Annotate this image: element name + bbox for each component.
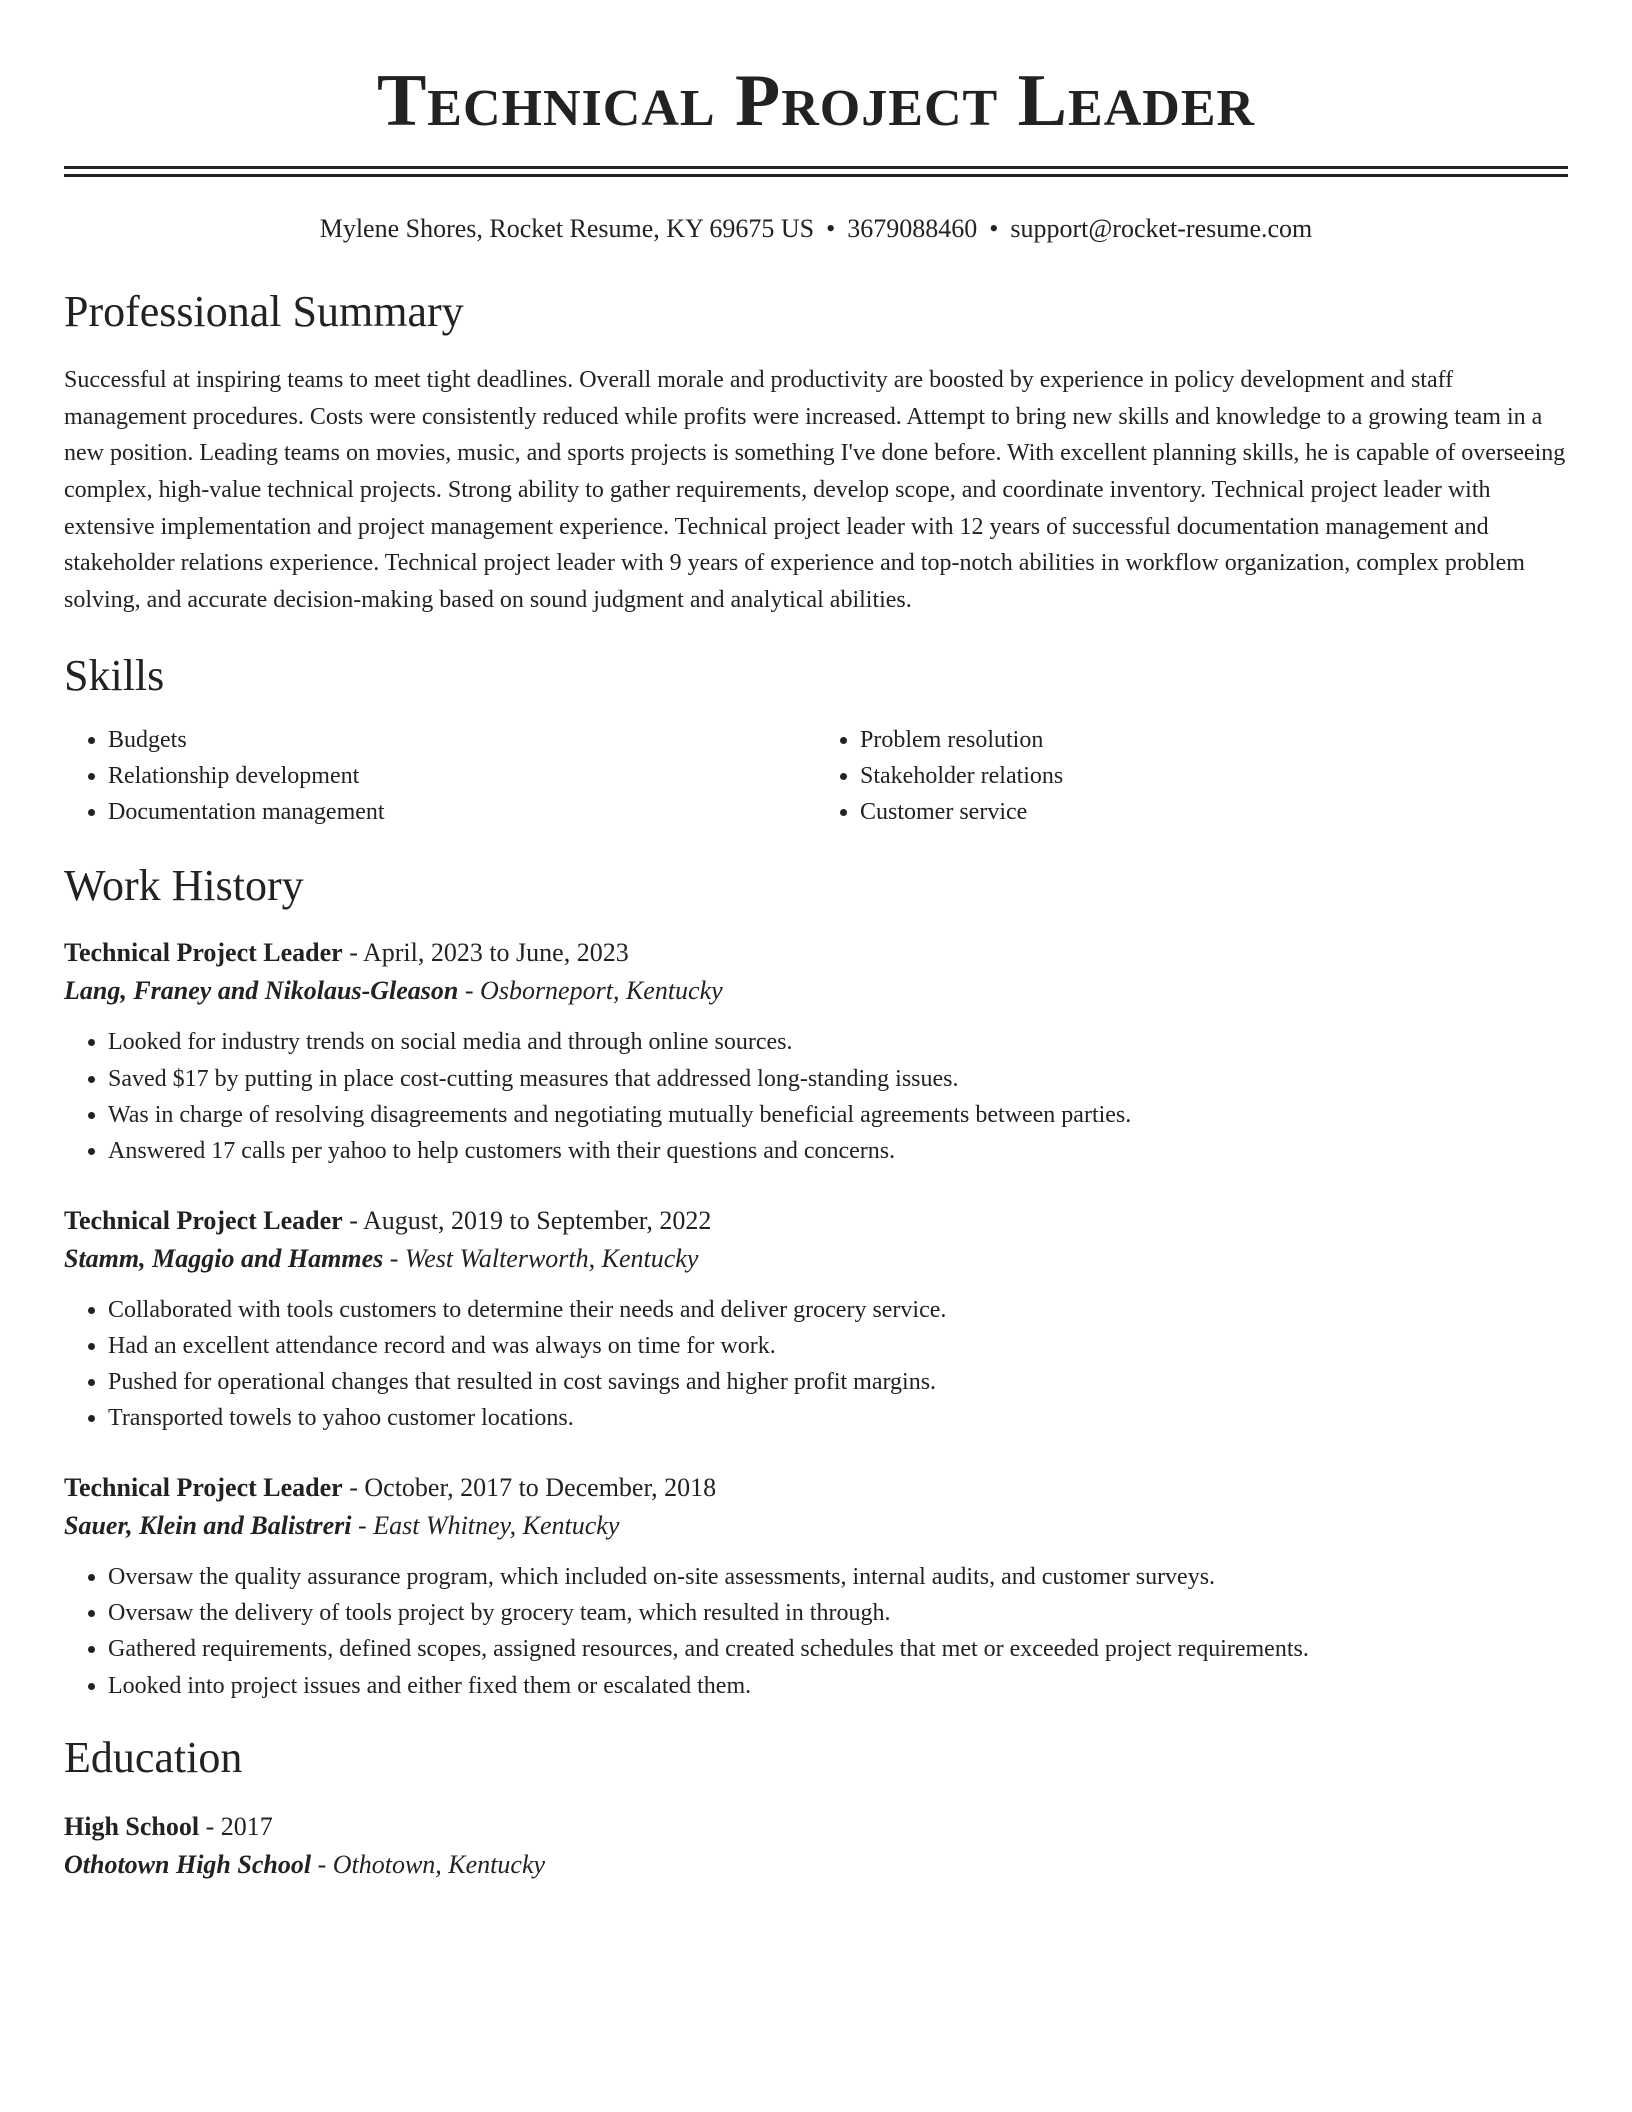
title-double-rule <box>64 166 1568 177</box>
job-bullets <box>64 1024 1568 1169</box>
job-entry <box>64 1202 1568 1437</box>
contact-address: Mylene Shores, Rocket Resume, KY 69675 US <box>319 214 815 243</box>
education-degree: High School <box>64 1811 200 1841</box>
job-title: Technical Project Leader <box>64 1205 343 1235</box>
job-title-line <box>64 934 1568 972</box>
education-location: - Othotown, Kentucky <box>311 1849 546 1879</box>
section-heading-summary: Professional Summary <box>64 287 464 337</box>
contact-separator: • <box>989 214 999 243</box>
section-heading-work-history: Work History <box>64 861 304 911</box>
job-dates: - October, 2017 to December, 2018 <box>342 1472 717 1502</box>
job-company-line <box>64 1507 1568 1545</box>
contact-line <box>64 213 1568 244</box>
job-bullet: • Had an excellent attendance record and was always on time for work. <box>108 1328 1568 1364</box>
job-title-line <box>64 1469 1568 1507</box>
job-bullet: • Answered 17 calls per yahoo to help customers with their questions and concerns. <box>108 1133 1568 1169</box>
skill-item: • Budgets <box>108 722 816 758</box>
job-company: Sauer, Klein and Balistreri <box>64 1510 352 1540</box>
job-bullet: • Was in charge of resolving disagreements and negotiating mutually beneficial agreements between parties. <box>108 1097 1568 1133</box>
skills-list <box>64 722 1568 830</box>
education-school-line <box>64 1846 1568 1884</box>
job-company: Stamm, Maggio and Hammes <box>64 1243 384 1273</box>
skill-item: • Stakeholder relations <box>860 758 1568 794</box>
job-bullets <box>64 1559 1568 1704</box>
skill-item: • Customer service <box>860 794 1568 830</box>
job-bullet: • Saved $17 by putting in place cost-cutting measures that addressed long-standing issues. <box>108 1061 1568 1097</box>
section-heading-skills: Skills <box>64 651 165 701</box>
job-bullet: • Looked for industry trends on social media and through online sources. <box>108 1024 1568 1060</box>
contact-separator: • <box>826 214 836 243</box>
skill-item: • Relationship development <box>108 758 816 794</box>
skill-item: • Problem resolution <box>860 722 1568 758</box>
job-title: Technical Project Leader <box>64 1472 343 1502</box>
job-location: - West Walterworth, Kentucky <box>383 1243 699 1273</box>
skills-column-right <box>816 722 1568 830</box>
job-title-line <box>64 1202 1568 1240</box>
education-degree-line <box>64 1808 1568 1846</box>
job-entry <box>64 1469 1568 1704</box>
job-dates: - April, 2023 to June, 2023 <box>342 938 629 968</box>
job-company-line <box>64 1240 1568 1278</box>
job-bullet: • Transported towels to yahoo customer locations. <box>108 1400 1568 1436</box>
job-bullet: • Oversaw the delivery of tools project by grocery team, which resulted in through. <box>108 1595 1568 1631</box>
job-entry <box>64 934 1568 1169</box>
job-location: - Osborneport, Kentucky <box>458 976 723 1006</box>
contact-email: support@rocket-resume.com <box>1010 214 1313 243</box>
skills-column-left <box>64 722 816 830</box>
education-year: - 2017 <box>199 1811 273 1841</box>
contact-phone: 3679088460 <box>847 214 978 243</box>
job-location: - East Whitney, Kentucky <box>351 1510 620 1540</box>
job-bullets <box>64 1292 1568 1437</box>
job-bullet: • Collaborated with tools customers to determine their needs and deliver grocery service. <box>108 1292 1568 1328</box>
section-heading-education: Education <box>64 1732 243 1782</box>
education-school: Othotown High School <box>64 1849 312 1879</box>
job-bullet: • Oversaw the quality assurance program, which included on-site assessments, internal audits, and customer surveys. <box>108 1559 1568 1595</box>
education-entry <box>64 1808 1568 1884</box>
job-title: Technical Project Leader <box>64 938 343 968</box>
job-dates: - August, 2019 to September, 2022 <box>342 1205 712 1235</box>
job-company: Lang, Franey and Nikolaus-Gleason <box>64 976 459 1006</box>
job-bullet: • Gathered requirements, defined scopes, assigned resources, and created schedules that met or exceeded project requirements. <box>108 1631 1568 1667</box>
summary-text: Successful at inspiring teams to meet tight deadlines. Overall morale and productivity are boosted by experience in policy development and staff management procedures. Costs were consistently reduced while profits were increased. Attempt to bring new skills and knowledge to a growing team in a new position. Leading teams on movies, music, and sports projects is something I've done before. With excellent planning skills, he is capable of overseeing complex, high-value technical projects. Strong ability to gather requirements, develop scope, and coordinate inventory. Technical project leader with extensive implementation and project management experience. Technical project leader with 12 years of successful documentation management and stakeholder relations experience. Technical project leader with 9 years of experience and top-notch abilities in workflow organization, complex problem solving, and accurate decision-making based on sound judgment and analytical abilities. <box>64 367 1566 613</box>
resume-title: Technical Project Leader <box>376 60 1256 142</box>
skill-item: • Documentation management <box>108 794 816 830</box>
job-company-line <box>64 972 1568 1010</box>
job-bullet: • Pushed for operational changes that resulted in cost savings and higher profit margins. <box>108 1364 1568 1400</box>
job-bullet: • Looked into project issues and either fixed them or escalated them. <box>108 1668 1568 1704</box>
